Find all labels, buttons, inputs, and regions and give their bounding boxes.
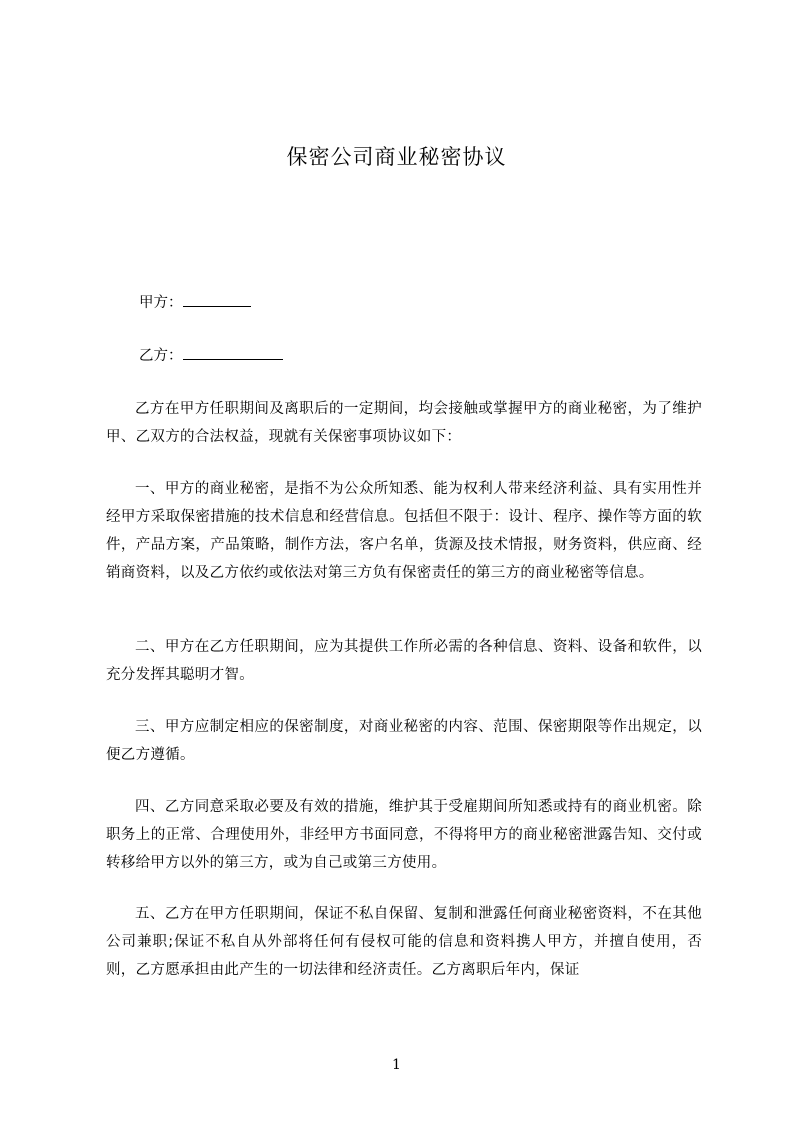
party-b-blank (183, 344, 283, 360)
paragraph-clause-4 (106, 793, 702, 877)
paragraph-text: 三、甲方应制定相应的保密制度，对商业秘密的内容、范围、保密期限等作出规定，以便乙方遵循。 (106, 719, 702, 763)
paragraph-text: 一、甲方的商业秘密，是指不为公众所知悉、能为权利人带来经济利益、具有实用性并经甲方采取保密措施的技术信息和经营信息。包括但不限于：设计、程序、操作等方面的软件，产品方案，产品策略，制作方法，客户名单，货源及技术情报，财务资料，供应商、经销商资料，以及乙方依约或依法对第三方负有保密责任的第三方的商业秘密等信息。 (106, 481, 702, 581)
paragraph-text: 四、乙方同意采取必要及有效的措施，维护其于受雇期间所知悉或持有的商业机密。除职务上的正常、合理使用外，非经甲方书面同意，不得将甲方的商业秘密泄露告知、交付或转移给甲方以外的第三方，或为自己或第三方使用。 (106, 799, 702, 871)
paragraph-clause-3 (106, 713, 702, 769)
paragraph-clause-2 (106, 633, 702, 689)
paragraph-text: 二、甲方在乙方任职期间，应为其提供工作所必需的各种信息、资料、设备和软件，以充分发挥其聪明才智。 (106, 639, 702, 683)
party-b-line (139, 344, 283, 366)
document-title: 保密公司商业秘密协议 (286, 145, 507, 169)
party-b-label: 乙方： (139, 348, 183, 364)
page-number: 1 (392, 1057, 401, 1073)
party-a-label: 甲方： (139, 295, 183, 311)
party-a-line (139, 291, 251, 313)
paragraph-intro (106, 395, 702, 451)
paragraph-clause-1 (106, 475, 702, 587)
paragraph-text: 乙方在甲方任职期间及离职后的一定期间，均会接触或掌握甲方的商业秘密，为了维护甲、乙双方的合法权益，现就有关保密事项协议如下： (106, 401, 702, 445)
paragraph-text: 五、乙方在甲方任职期间，保证不私自保留、复制和泄露任何商业秘密资料，不在其他公司兼职;保证不私自从外部将任何有侵权可能的信息和资料携人甲方，并擅自使用，否则，乙方愿承担由此产生的一切法律和经济责任。乙方离职后年内，保证 (106, 906, 702, 978)
party-a-blank (183, 291, 251, 307)
paragraph-clause-5 (106, 900, 702, 984)
